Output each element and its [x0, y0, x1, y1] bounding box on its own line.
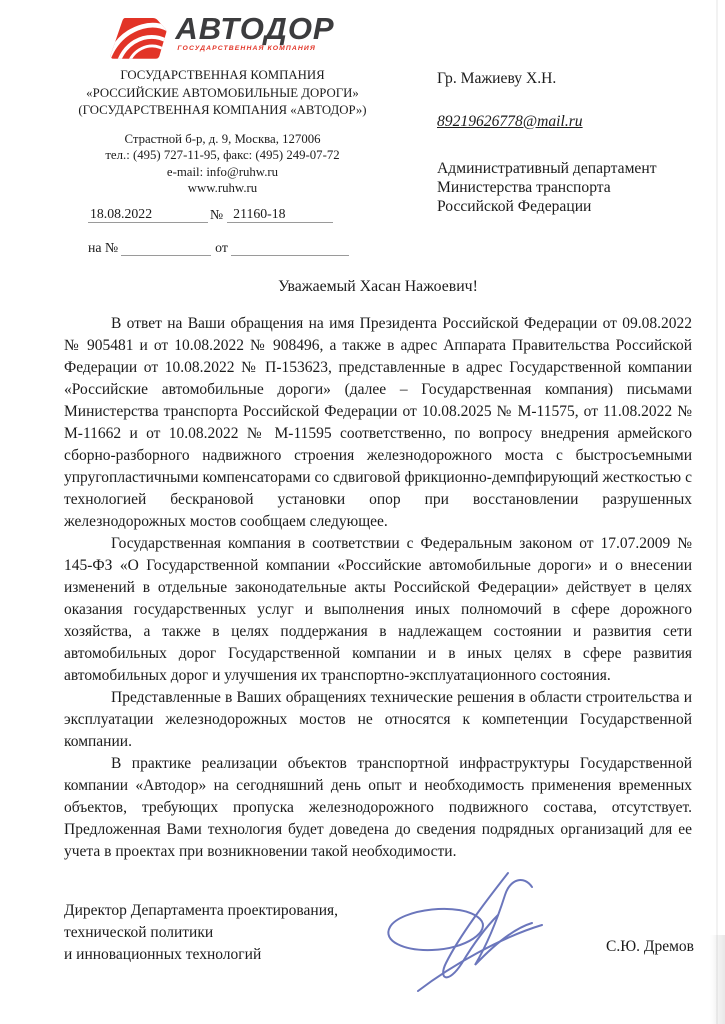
signature-block: [64, 900, 694, 966]
reply-ref-row: [88, 240, 358, 256]
logo-text-group: [175, 11, 335, 52]
scan-edge-line: [716, 0, 718, 1024]
org-name-line: ГОСУДАРСТВЕННАЯ КОМПАНИЯ: [120, 68, 325, 82]
org-email: e-mail: info@ruhw.ru: [166, 164, 279, 179]
org-website: www.ruhw.ru: [187, 181, 258, 195]
logo-wordmark: АВТОДОР: [175, 11, 335, 46]
org-address: Страстной б-р, д. 9, Москва, 127006: [124, 131, 321, 146]
number-sign: №: [210, 207, 224, 222]
body-paragraph: В ответ на Ваши обращения на имя Президента Российской Федерации от 09.08.2022 № 905481 и от 10.08.2022 № 908496, а также в адрес Аппарата Правительства Российской Федерации от 10.08.2022 № П-153623, представленные в адрес Государственной компании «Российские автомобильные дороги» (далее – Государственная компания) письмами Министерства транспорта Российской Федерации от 10.08.2025 № М-11575, от 11.08.2022 № М-11662 и от 10.08.2022 № М-11595 соответственно, по вопросу внедрения армейского сборно-разборного надвижного строения железнодорожного моста с быстросъемными упругопластичными компенсаторами со сдвиговой фрикционно-демпфирующий жесткостью с технологией бескрановой установки опор при восстановлении разрушенных железнодорожных мостов сообщаем следующее.: [64, 315, 692, 530]
signer-position-line: Директор Департамента проектирования,: [64, 902, 339, 919]
org-phone-fax: тел.: (495) 727-11-95, факс: (495) 249-07-72: [105, 148, 340, 162]
avtodor-road-icon: [110, 17, 167, 59]
recipient-name: Гр. Мажиеву Х.Н.: [437, 70, 557, 87]
reply-number-label: на №: [88, 240, 119, 255]
org-name-line: (ГОСУДАРСТВЕННАЯ КОМПАНИЯ «АВТОДОР»): [78, 103, 367, 117]
salutation: Уважаемый Хасан Нажоевич!: [278, 278, 478, 295]
reply-date-blank: [231, 255, 349, 256]
letter-body: [64, 276, 692, 863]
recipient-org: [437, 159, 722, 216]
outgoing-number: 21160-18: [227, 206, 333, 223]
outgoing-date: 18.08.2022: [88, 206, 208, 223]
recipient-block: [437, 70, 722, 216]
reference-block: [88, 206, 358, 256]
scan-corner-shade: [710, 935, 725, 1024]
org-contacts: [50, 131, 395, 197]
body-paragraph: Представленные в Ваших обращениях технические решения в области строительства и эксплуатации железнодорожных мостов не относятся к компетенции Государственной компании.: [64, 689, 692, 750]
recipient-org-line: Российской Федерации: [437, 198, 592, 215]
recipient-email: 89219626778@mail.ru: [437, 113, 583, 130]
avtodor-logo: [110, 11, 335, 59]
body-paragraph: В практике реализации объектов транспортной инфраструктуры Государственной компании «Автодор» на сегодняшний день опыт и необходимость применения временных объектов, требующих пропуска железнодорожного подвижного состава, отсутствует. Предложенная Вами технология будет доведена до сведения подрядных организаций для ее учета в проектах при возникновении такой необходимости.: [64, 755, 692, 860]
signer-position-line: технической политики: [64, 924, 214, 941]
body-paragraph: Государственная компания в соответствии с Федеральным законом от 17.07.2009 № 145-ФЗ «О Государственной компании «Российские автомобильные дороги» и о внесении изменений в отдельные законодательные акты Российской Федерации» действует в целях оказания государственных услуг и выполнения иных полномочий в сфере дорожного хозяйства, а также в целях поддержания в надлежащем состоянии и развития сети автомобильных дорог Государственной компании и в иных целях в сфере развития автомобильных дорог и улучшения их транспортно-эксплуатационного состояния.: [64, 535, 692, 684]
reply-from-label: от: [215, 240, 228, 255]
org-name: [50, 67, 395, 120]
reply-number-blank: [121, 255, 211, 256]
recipient-org-line: Министерства транспорта: [437, 179, 611, 196]
recipient-org-line: Административный департамент: [437, 160, 657, 177]
outgoing-ref-row: [88, 206, 358, 223]
signer-name: С.Ю. Дремов: [606, 938, 694, 955]
letterhead: [50, 11, 395, 197]
signer-position: [64, 900, 338, 966]
signer-position-line: и инновационных технологий: [64, 946, 262, 963]
logo-tagline: ГОСУДАРСТВЕННАЯ КОМПАНИЯ: [177, 45, 316, 52]
org-name-line: «РОССИЙСКИЕ АВТОМОБИЛЬНЫЕ ДОРОГИ»: [86, 85, 359, 100]
